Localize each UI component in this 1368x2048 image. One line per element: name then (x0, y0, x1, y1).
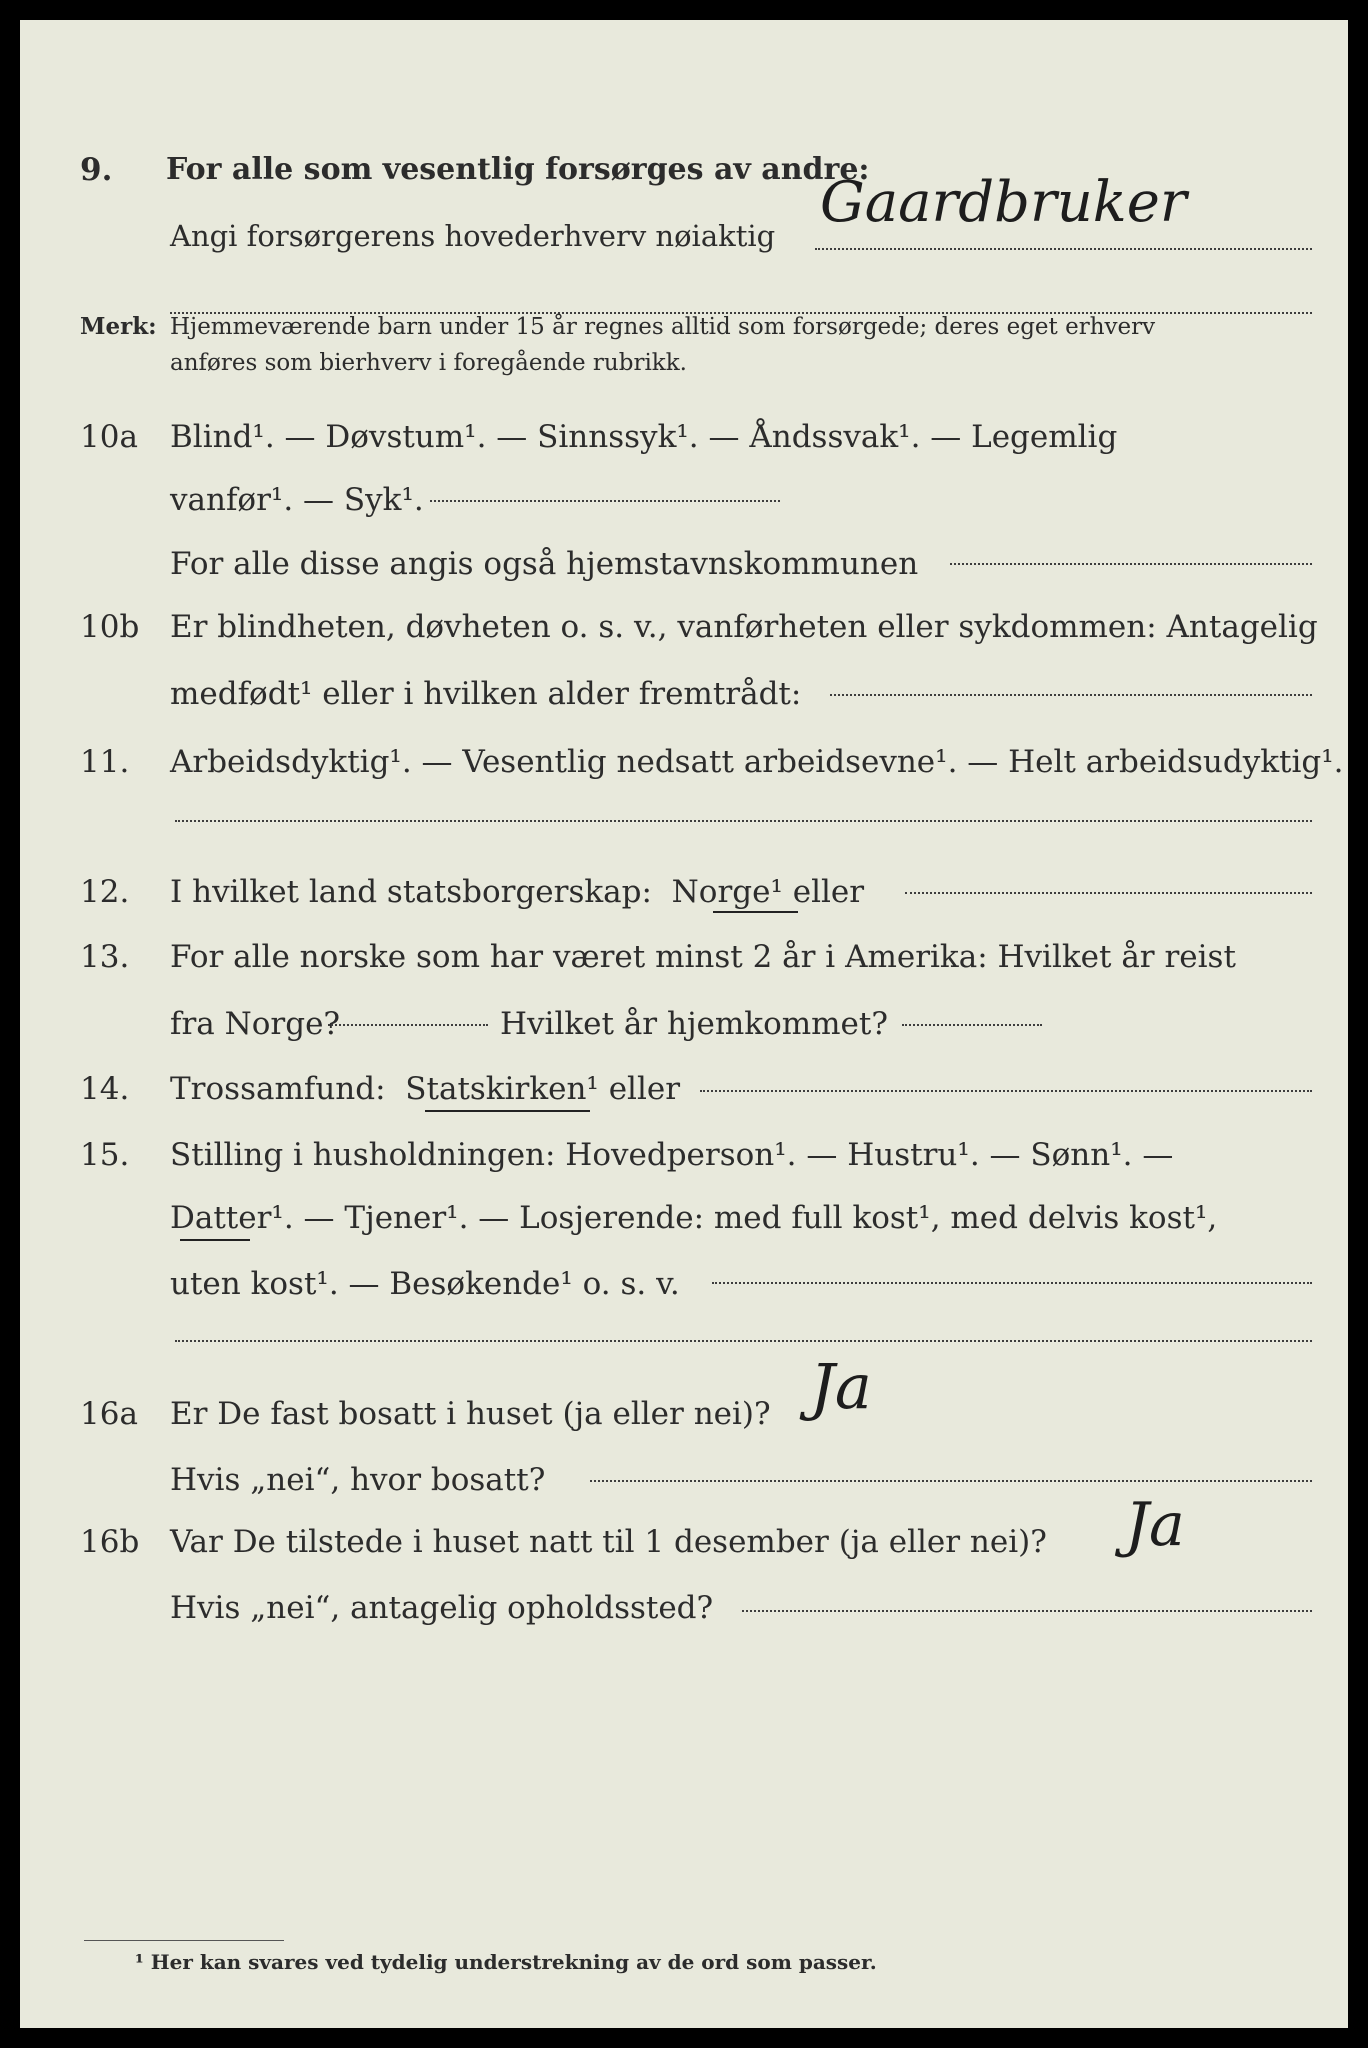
question-12 (20, 860, 1348, 920)
answer-line (902, 1024, 1042, 1026)
handwritten-underline (425, 1110, 590, 1112)
question-text-part: I hvilket land statsborgerskap: (170, 874, 652, 910)
question-number: 10b (80, 609, 140, 645)
question-text: Hvis „nei“, hvor bosatt? (170, 1462, 546, 1498)
answer-line (328, 1024, 488, 1026)
question-text: For alle disse angis også hjemstavnskommunen (170, 546, 919, 582)
handwritten-underline (180, 1239, 250, 1241)
question-10b-line-2 (20, 662, 1348, 722)
question-15 (20, 1123, 1348, 1183)
footnote-rule (84, 1940, 284, 1941)
question-text: Hvis „nei“, antagelig opholdssted? (170, 1590, 714, 1626)
answer-line (815, 248, 1312, 250)
answer-line (950, 563, 1312, 565)
question-number: 15. (80, 1137, 130, 1173)
question-10a-line-3 (20, 532, 1348, 592)
question-number: 13. (80, 939, 130, 975)
question-number: 14. (80, 1071, 130, 1107)
answer-line (430, 500, 780, 502)
question-text: Er De fast bosatt i huset (ja eller nei)? (170, 1396, 771, 1432)
underlined-answer: Statskirken (405, 1071, 587, 1107)
note-text: Hjemmeværende barn under 15 år regnes alltid som forsørgede; deres eget erhverv (170, 314, 1156, 340)
handwritten-answer: Ja (810, 1350, 872, 1423)
answer-line (712, 1282, 1312, 1284)
question-text: Hvilket år hjemkommet? (500, 1006, 888, 1042)
answer-line (742, 1610, 1312, 1612)
question-number: 12. (80, 874, 130, 910)
answer-line (830, 694, 1312, 696)
handwritten-underline (713, 911, 798, 913)
question-text: Er blindheten, døvheten o. s. v., vanførheten eller sykdommen: Antagelig (170, 609, 1318, 645)
question-text: Arbeidsdyktig¹. — Vesentlig nedsatt arbeidsevne¹. — Helt arbeidsudyktig¹. (170, 744, 1344, 780)
answer-line (905, 892, 1312, 894)
note-label: Merk: (80, 313, 157, 340)
answer-line (175, 820, 1312, 822)
question-text: medfødt¹ eller i hvilken alder fremtrådt: (170, 676, 802, 712)
question-text: For alle som vesentlig forsørges av andre: (166, 152, 870, 187)
question-text-part: ¹ eller (770, 874, 865, 910)
question-10b (20, 595, 1348, 655)
question-text: Blind¹. — Døvstum¹. — Sinnssyk¹. — Åndssvak¹. — Legemlig (170, 419, 1118, 455)
handwritten-answer: Gaardbruker (820, 170, 1187, 235)
question-11 (20, 730, 1348, 790)
question-13 (20, 925, 1348, 985)
question-16a (20, 1382, 1348, 1442)
note-text: anføres som bierhverv i foregående rubrikk. (170, 350, 687, 376)
question-text: Angi forsørgerens hovederhverv nøiaktig (170, 219, 776, 253)
question-number: 16b (80, 1524, 140, 1560)
question-text (170, 1071, 680, 1107)
question-10a (20, 405, 1348, 465)
question-text (170, 874, 864, 910)
question-number: 9. (80, 152, 113, 188)
question-13-line-2 (20, 992, 1348, 1052)
question-text: For alle norske som har været minst 2 år i Amerika: Hvilket år reist (170, 939, 1236, 975)
footnote: ¹ Her kan svares ved tydelig understrekning av de ord som passer. (135, 1950, 877, 1974)
question-number: 16a (80, 1396, 138, 1432)
question-text: vanfør¹. — Syk¹. (170, 482, 424, 518)
question-15-line-2 (20, 1186, 1348, 1246)
question-text-part: ¹ eller (586, 1071, 681, 1107)
question-text: fra Norge? (170, 1006, 341, 1042)
answer-line (700, 1090, 1312, 1092)
question-14 (20, 1057, 1348, 1117)
question-text: Stilling i husholdningen: Hovedperson¹. — Hustru¹. — Sønn¹. — (170, 1137, 1174, 1173)
question-text: uten kost¹. — Besøkende¹ o. s. v. (170, 1266, 680, 1302)
question-text: Var De tilstede i huset natt til 1 desember (ja eller nei)? (170, 1524, 1047, 1560)
answer-line (590, 1480, 1312, 1482)
question-16b-line-2 (20, 1576, 1348, 1636)
underlined-answer: Norge (671, 874, 771, 910)
question-number: 11. (80, 744, 130, 780)
question-number: 10a (80, 419, 138, 455)
question-10a-line-2 (20, 468, 1348, 528)
answer-line (175, 1340, 1312, 1342)
question-text-part: Trossamfund: (170, 1071, 386, 1107)
handwritten-answer: Ja (1125, 1490, 1185, 1560)
census-form-page (20, 20, 1348, 2028)
question-text: Datter¹. — Tjener¹. — Losjerende: med full kost¹, med delvis kost¹, (170, 1200, 1218, 1236)
